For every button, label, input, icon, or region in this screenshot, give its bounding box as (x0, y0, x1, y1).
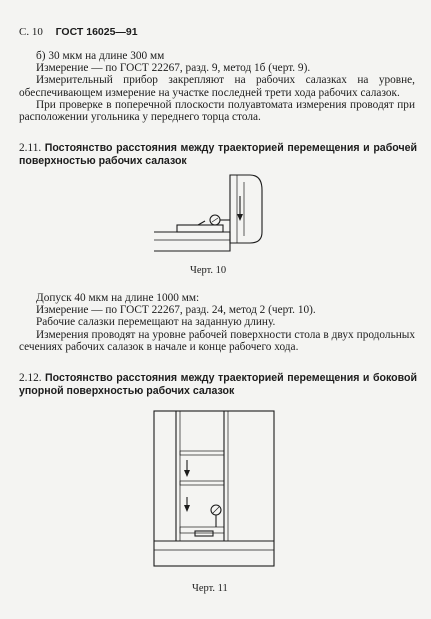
paragraph: Измерение — по ГОСТ 22267, разд. 9, метод 1б (черт. 9). (36, 62, 311, 75)
page-number: С. 10 (19, 26, 43, 38)
figure-11-caption: Черт. 11 (192, 583, 228, 594)
paragraph: Рабочие салазки перемещают на заданную длину. (36, 316, 276, 329)
paragraph: Измерение — по ГОСТ 22267, разд. 24, метод 2 (черт. 10). (36, 304, 316, 317)
figure-10-caption: Черт. 10 (190, 265, 227, 276)
section-title: Постоянство расстояния между траекторией перемещения и боковой упорной поверхностью рабочих салазок (19, 372, 417, 397)
standard-number: ГОСТ 16025—91 (55, 26, 138, 38)
paragraph: Измерительный прибор закрепляют на рабочих салазках на уровне, обеспечивающем измерение на участке последней трети хода рабочих салазок. (19, 74, 415, 99)
paragraph: При проверке в поперечной плоскости полуавтомата измерения проводят при расположении угольника у переднего торца стола. (19, 98, 415, 124)
paragraph: Допуск 40 мкм на длине 1000 мм: (36, 292, 200, 304)
paragraph: Измерения проводят на уровне рабочей поверхности стола в двух продольных сечениях рабочих салазок в начале и конце рабочего хода. (19, 328, 415, 353)
paragraph: б) 30 мкм на длине 300 мм (36, 50, 165, 62)
section-title: Постоянство расстояния между траекторией перемещения и рабочей поверхностью рабочих салазок (19, 142, 418, 167)
section-number: 2.11. (19, 142, 42, 154)
section-number: 2.12. (19, 372, 42, 384)
